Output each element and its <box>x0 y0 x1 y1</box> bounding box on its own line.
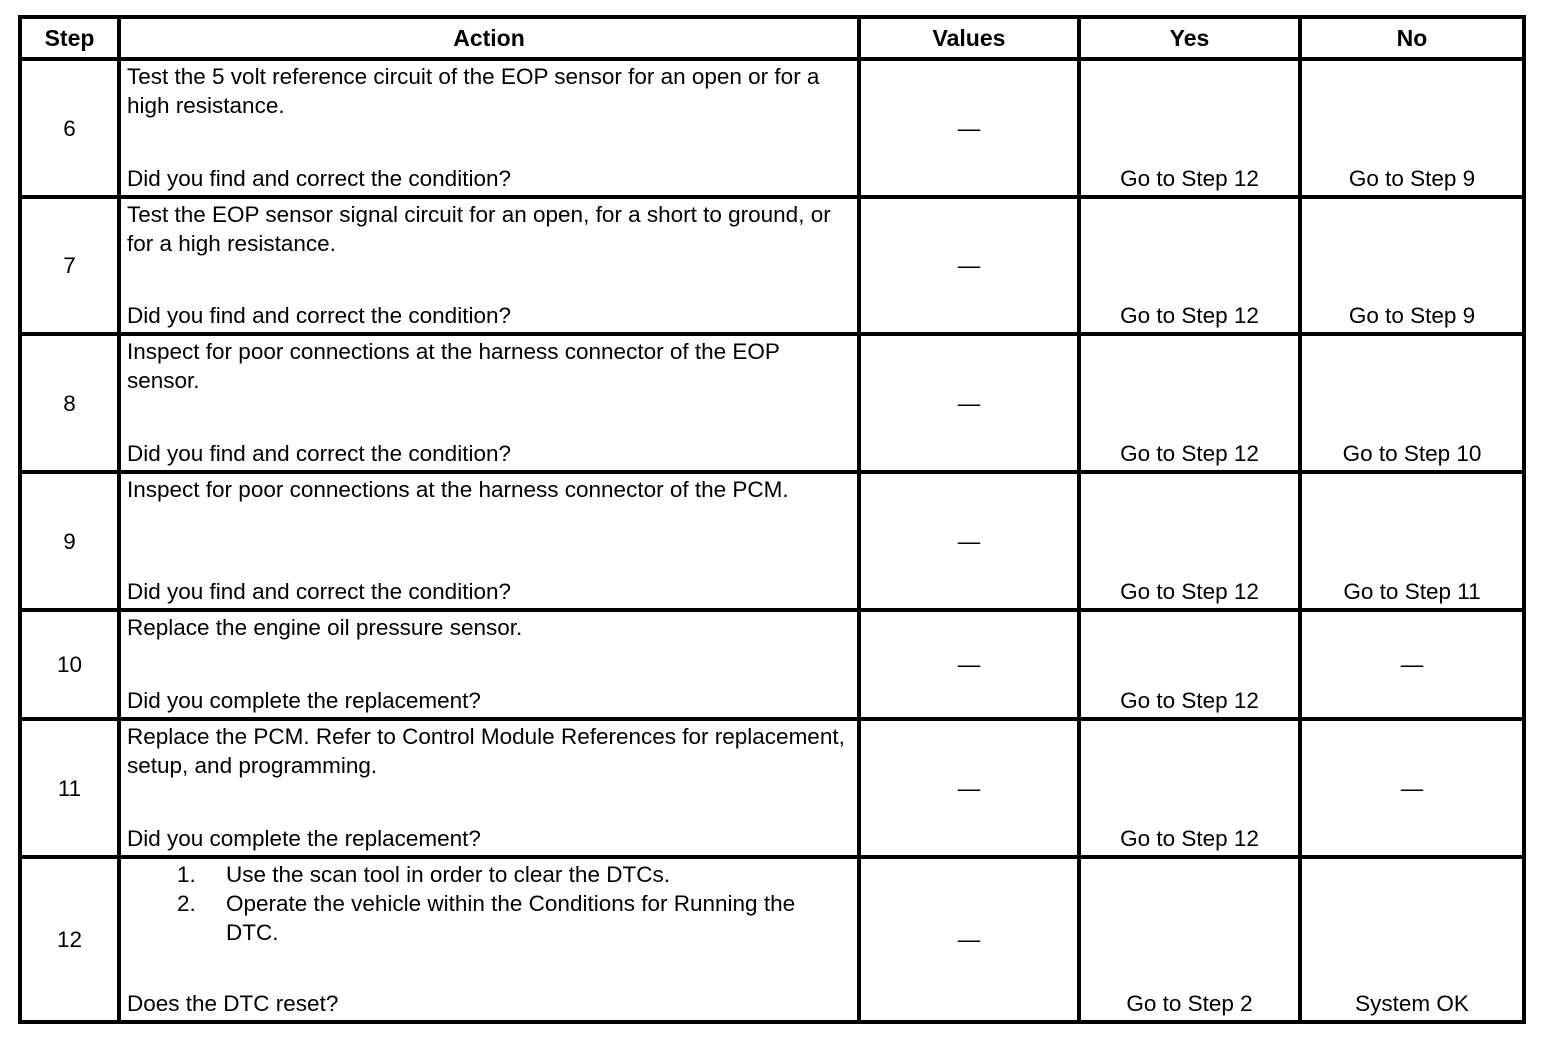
list-item-number: 2. <box>177 891 196 916</box>
yes-result: Go to Step 2 <box>1079 857 1300 1022</box>
action-text: Replace the engine oil pressure sensor. <box>127 615 523 640</box>
step-number: 9 <box>20 472 119 610</box>
list-item-text: Operate the vehicle within the Conditions for Running the DTC. <box>226 891 796 945</box>
yes-result: Go to Step 12 <box>1079 610 1300 719</box>
action-text: Test the EOP sensor signal circuit for an open, for a short to ground, or for a high resistance. <box>127 202 831 256</box>
list-item-number: 1. <box>177 862 196 887</box>
action-cell <box>119 472 859 610</box>
action-cell <box>119 197 859 334</box>
table-row-step-11 <box>20 719 1524 857</box>
values-cell: — <box>859 719 1079 857</box>
values-cell: — <box>859 857 1079 1022</box>
action-question: Does the DTC reset? <box>127 991 339 1016</box>
values-cell: — <box>859 610 1079 719</box>
no-result: System OK <box>1300 857 1524 1022</box>
action-cell <box>119 719 859 857</box>
yes-result: Go to Step 12 <box>1079 719 1300 857</box>
table-row-step-6 <box>20 59 1524 197</box>
no-result: Go to Step 9 <box>1300 197 1524 334</box>
step-number: 7 <box>20 197 119 334</box>
list-item-text: Use the scan tool in order to clear the DTCs. <box>226 862 670 887</box>
values-cell: — <box>859 472 1079 610</box>
header-values: Values <box>859 17 1079 59</box>
header-action: Action <box>119 17 859 59</box>
table-row-step-9 <box>20 472 1524 610</box>
yes-result: Go to Step 12 <box>1079 334 1300 472</box>
action-cell <box>119 334 859 472</box>
header-no: No <box>1300 17 1524 59</box>
list-item <box>127 889 853 947</box>
step-number: 8 <box>20 334 119 472</box>
table-row-step-8 <box>20 334 1524 472</box>
values-cell: — <box>859 59 1079 197</box>
step-number: 12 <box>20 857 119 1022</box>
values-cell: — <box>859 197 1079 334</box>
action-cell <box>119 59 859 197</box>
procedure-list <box>127 860 853 947</box>
action-question: Did you find and correct the condition? <box>127 441 511 466</box>
header-yes: Yes <box>1079 17 1300 59</box>
list-item <box>127 860 853 889</box>
action-text: Inspect for poor connections at the harness connector of the EOP sensor. <box>127 339 780 393</box>
action-question: Did you find and correct the condition? <box>127 166 511 191</box>
table-row-step-12 <box>20 857 1524 1022</box>
table-row-step-7 <box>20 197 1524 334</box>
values-cell: — <box>859 334 1079 472</box>
action-text: Test the 5 volt reference circuit of the EOP sensor for an open or for a high resistance. <box>127 64 820 118</box>
action-text: Replace the PCM. Refer to Control Module References for replacement, setup, and programming. <box>127 724 845 778</box>
no-result: — <box>1300 719 1524 857</box>
step-number: 6 <box>20 59 119 197</box>
no-result: Go to Step 9 <box>1300 59 1524 197</box>
step-number: 10 <box>20 610 119 719</box>
action-question: Did you find and correct the condition? <box>127 303 511 328</box>
action-question: Did you complete the replacement? <box>127 826 481 851</box>
action-question: Did you complete the replacement? <box>127 688 481 713</box>
yes-result: Go to Step 12 <box>1079 472 1300 610</box>
step-number: 11 <box>20 719 119 857</box>
yes-result: Go to Step 12 <box>1079 197 1300 334</box>
no-result: — <box>1300 610 1524 719</box>
no-result: Go to Step 10 <box>1300 334 1524 472</box>
yes-result: Go to Step 12 <box>1079 59 1300 197</box>
header-step: Step <box>20 17 119 59</box>
no-result: Go to Step 11 <box>1300 472 1524 610</box>
table-row-step-10 <box>20 610 1524 719</box>
header-row <box>20 17 1524 59</box>
action-cell <box>119 857 859 1022</box>
action-cell <box>119 610 859 719</box>
action-question: Did you find and correct the condition? <box>127 579 511 604</box>
action-text: Inspect for poor connections at the harness connector of the PCM. <box>127 477 789 502</box>
diagnostic-table <box>18 15 1526 1024</box>
